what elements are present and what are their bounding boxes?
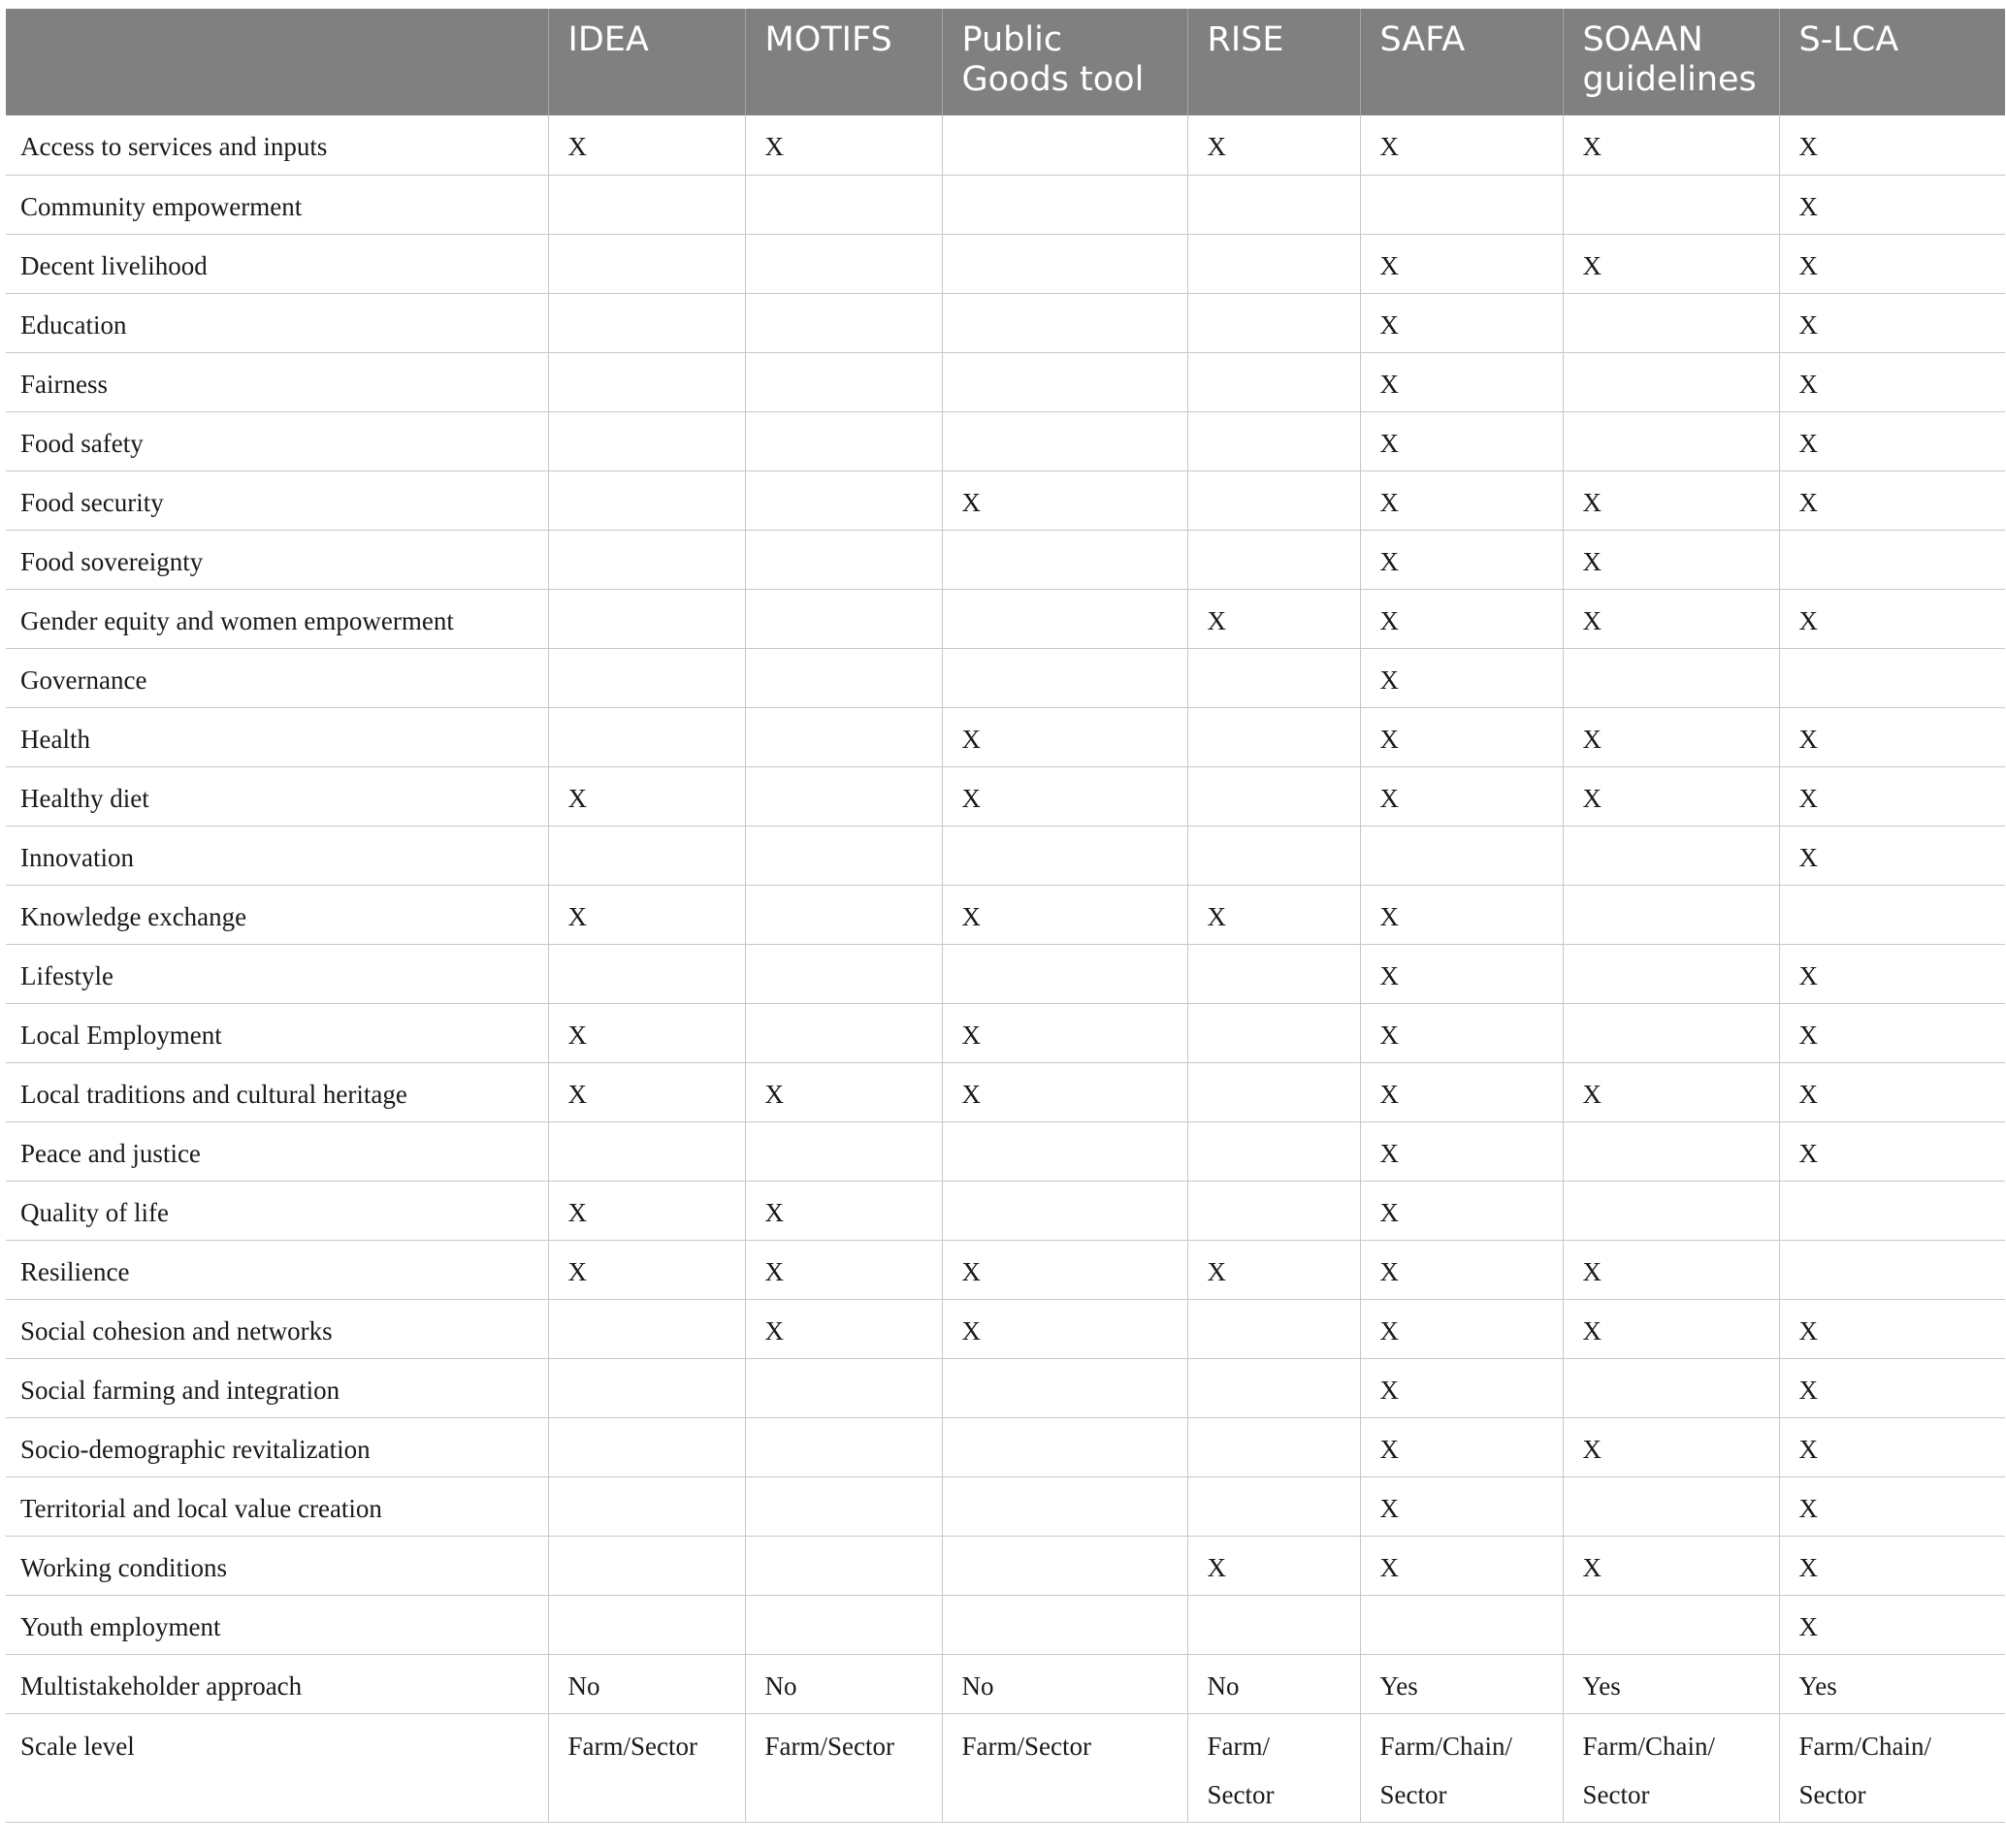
- table-cell: No: [548, 1654, 745, 1713]
- table-cell: X: [1187, 115, 1360, 175]
- table-cell: [942, 530, 1187, 589]
- table-cell: [548, 175, 745, 234]
- table-cell: [1187, 1595, 1360, 1654]
- table-cell: X: [548, 766, 745, 826]
- row-label: Innovation: [6, 826, 548, 885]
- table-cell: [1563, 648, 1779, 707]
- table-cell: [1779, 885, 2005, 944]
- table-cell: X: [745, 1181, 942, 1240]
- table-cell: X: [1563, 1299, 1779, 1358]
- table-cell: [1187, 1417, 1360, 1476]
- table-cell: [745, 1476, 942, 1536]
- table-cell: [548, 648, 745, 707]
- table-cell: X: [1563, 1062, 1779, 1121]
- row-label: Multistakeholder approach: [6, 1654, 548, 1713]
- header-cell: Public Goods tool: [942, 9, 1187, 115]
- table-cell: [548, 1358, 745, 1417]
- table-cell: X: [1187, 885, 1360, 944]
- table-cell: [1563, 1476, 1779, 1536]
- table-cell: X: [1779, 1003, 2005, 1062]
- table-cell: [745, 411, 942, 470]
- row-label: Peace and justice: [6, 1121, 548, 1181]
- table-cell: X: [1360, 589, 1563, 648]
- table-cell: X: [1360, 1299, 1563, 1358]
- table-row: [6, 1240, 2005, 1299]
- table-cell: [1563, 293, 1779, 352]
- table-cell: X: [942, 885, 1187, 944]
- table-cell: X: [942, 1062, 1187, 1121]
- header-row: [6, 9, 2005, 115]
- table-cell: X: [1360, 885, 1563, 944]
- table-row: [6, 766, 2005, 826]
- header-cell: SAFA: [1360, 9, 1563, 115]
- row-label: Quality of life: [6, 1181, 548, 1240]
- table-cell: [548, 707, 745, 766]
- table-cell: [1563, 1181, 1779, 1240]
- table-cell: [1187, 293, 1360, 352]
- header-cell: IDEA: [548, 9, 745, 115]
- table-cell: [745, 1536, 942, 1595]
- table-row: [6, 293, 2005, 352]
- table-cell: Farm/Chain/ Sector: [1563, 1713, 1779, 1822]
- table-cell: X: [1779, 1595, 2005, 1654]
- table-cell: X: [1187, 589, 1360, 648]
- table-cell: [1563, 826, 1779, 885]
- table-cell: [1563, 1121, 1779, 1181]
- row-label: Food safety: [6, 411, 548, 470]
- table-cell: No: [745, 1654, 942, 1713]
- table-cell: [1779, 530, 2005, 589]
- table-cell: X: [1360, 234, 1563, 293]
- table-cell: X: [1779, 707, 2005, 766]
- table-cell: [1563, 885, 1779, 944]
- table-cell: X: [1360, 411, 1563, 470]
- row-label: Access to services and inputs: [6, 115, 548, 175]
- table-cell: X: [1779, 115, 2005, 175]
- table-cell: X: [1563, 115, 1779, 175]
- table-body: [6, 115, 2005, 1822]
- table-cell: Farm/Sector: [745, 1713, 942, 1822]
- table-cell: [1563, 411, 1779, 470]
- table-cell: X: [1779, 411, 2005, 470]
- table-cell: [942, 293, 1187, 352]
- table-cell: X: [1360, 530, 1563, 589]
- table-row: [6, 115, 2005, 175]
- table-cell: X: [942, 1299, 1187, 1358]
- table-cell: [942, 234, 1187, 293]
- table-cell: X: [1779, 944, 2005, 1003]
- table-cell: [1187, 766, 1360, 826]
- table-cell: X: [1779, 234, 2005, 293]
- row-label: Food sovereignty: [6, 530, 548, 589]
- table-cell: [745, 766, 942, 826]
- table-cell: [745, 175, 942, 234]
- table-row: [6, 589, 2005, 648]
- table-cell: X: [745, 1062, 942, 1121]
- table-cell: X: [1360, 1003, 1563, 1062]
- table-cell: X: [1360, 1121, 1563, 1181]
- table-cell: X: [1779, 1536, 2005, 1595]
- table-cell: X: [1187, 1536, 1360, 1595]
- table-cell: X: [1779, 1121, 2005, 1181]
- table-cell: [548, 1595, 745, 1654]
- table-cell: [548, 944, 745, 1003]
- table-cell: [548, 1417, 745, 1476]
- table-cell: [548, 293, 745, 352]
- row-label: Governance: [6, 648, 548, 707]
- table-cell: [1187, 470, 1360, 530]
- header-cell: MOTIFS: [745, 9, 942, 115]
- table-row: [6, 175, 2005, 234]
- table-cell: X: [1360, 293, 1563, 352]
- row-label: Food security: [6, 470, 548, 530]
- table-cell: [942, 1417, 1187, 1476]
- table-cell: [942, 1536, 1187, 1595]
- table-cell: X: [1360, 1181, 1563, 1240]
- table-cell: [548, 530, 745, 589]
- table-cell: Farm/ Sector: [1187, 1713, 1360, 1822]
- table-cell: [942, 1476, 1187, 1536]
- table-cell: Farm/Sector: [942, 1713, 1187, 1822]
- table-cell: [942, 352, 1187, 411]
- header-cell-empty: [6, 9, 548, 115]
- table-cell: X: [1360, 944, 1563, 1003]
- header-cell: S-LCA: [1779, 9, 2005, 115]
- table-cell: Farm/Chain/ Sector: [1779, 1713, 2005, 1822]
- table-cell: X: [1563, 589, 1779, 648]
- table-cell: [1187, 707, 1360, 766]
- row-label: Health: [6, 707, 548, 766]
- table-cell: [1779, 1240, 2005, 1299]
- table-cell: X: [548, 885, 745, 944]
- table-row: [6, 707, 2005, 766]
- table-cell: [1187, 944, 1360, 1003]
- table-cell: X: [548, 1240, 745, 1299]
- table-cell: [942, 648, 1187, 707]
- table-cell: No: [1187, 1654, 1360, 1713]
- table-cell: [1187, 1062, 1360, 1121]
- row-label: Local Employment: [6, 1003, 548, 1062]
- table-cell: [745, 1003, 942, 1062]
- table-cell: X: [1360, 648, 1563, 707]
- row-label: Lifestyle: [6, 944, 548, 1003]
- table-cell: X: [1563, 530, 1779, 589]
- table-row: [6, 234, 2005, 293]
- table-row: [6, 530, 2005, 589]
- table-cell: [548, 470, 745, 530]
- table-cell: X: [1187, 1240, 1360, 1299]
- header-cell: RISE: [1187, 9, 1360, 115]
- table-cell: [1360, 175, 1563, 234]
- table-cell: [1563, 352, 1779, 411]
- table-cell: [745, 1595, 942, 1654]
- table-cell: X: [942, 766, 1187, 826]
- table-cell: [942, 826, 1187, 885]
- table-row: [6, 944, 2005, 1003]
- table-cell: [1360, 1595, 1563, 1654]
- row-label: Socio-demographic revitalization: [6, 1417, 548, 1476]
- table-cell: No: [942, 1654, 1187, 1713]
- table-cell: X: [1360, 352, 1563, 411]
- row-label: Social cohesion and networks: [6, 1299, 548, 1358]
- table-cell: [1187, 411, 1360, 470]
- table-cell: [1563, 1595, 1779, 1654]
- table-cell: [1779, 1181, 2005, 1240]
- table-cell: [942, 115, 1187, 175]
- table-cell: X: [745, 1240, 942, 1299]
- row-label: Local traditions and cultural heritage: [6, 1062, 548, 1121]
- table-cell: [745, 648, 942, 707]
- table-cell: [1563, 175, 1779, 234]
- table-cell: X: [1779, 1062, 2005, 1121]
- table-cell: [745, 885, 942, 944]
- table-row: [6, 1713, 2005, 1822]
- table-cell: X: [1563, 234, 1779, 293]
- table-cell: [745, 826, 942, 885]
- table-cell: X: [1360, 1536, 1563, 1595]
- table-cell: [745, 1417, 942, 1476]
- table-cell: X: [1563, 707, 1779, 766]
- table-cell: Yes: [1779, 1654, 2005, 1713]
- table-cell: X: [942, 1003, 1187, 1062]
- table-cell: [1779, 648, 2005, 707]
- table-cell: X: [1360, 707, 1563, 766]
- table-cell: [1187, 1476, 1360, 1536]
- table-cell: [1187, 1358, 1360, 1417]
- table-cell: X: [1779, 293, 2005, 352]
- row-label: Scale level: [6, 1713, 548, 1822]
- table-cell: [942, 1595, 1187, 1654]
- table-cell: [1187, 1003, 1360, 1062]
- table-cell: [1187, 234, 1360, 293]
- table-row: [6, 1595, 2005, 1654]
- table-cell: [745, 707, 942, 766]
- comparison-table-container: [6, 9, 2005, 1823]
- table-cell: X: [1360, 766, 1563, 826]
- table-cell: [745, 589, 942, 648]
- table-cell: [1187, 175, 1360, 234]
- table-cell: [745, 530, 942, 589]
- row-label: Decent livelihood: [6, 234, 548, 293]
- table-row: [6, 826, 2005, 885]
- table-cell: [548, 1536, 745, 1595]
- comparison-table: [6, 9, 2005, 1823]
- table-cell: [942, 1121, 1187, 1181]
- row-label: Youth employment: [6, 1595, 548, 1654]
- table-cell: Farm/Chain/ Sector: [1360, 1713, 1563, 1822]
- table-cell: X: [942, 1240, 1187, 1299]
- table-cell: [942, 175, 1187, 234]
- table-cell: [942, 411, 1187, 470]
- table-cell: [1187, 648, 1360, 707]
- table-cell: X: [1779, 1299, 2005, 1358]
- table-cell: X: [1563, 766, 1779, 826]
- table-cell: X: [1360, 115, 1563, 175]
- table-cell: X: [1779, 826, 2005, 885]
- table-cell: [548, 589, 745, 648]
- table-cell: [942, 944, 1187, 1003]
- table-row: [6, 1654, 2005, 1713]
- table-cell: [548, 1476, 745, 1536]
- table-row: [6, 648, 2005, 707]
- table-cell: X: [548, 1062, 745, 1121]
- table-cell: [1187, 530, 1360, 589]
- table-row: [6, 1417, 2005, 1476]
- table-row: [6, 1476, 2005, 1536]
- table-cell: X: [548, 115, 745, 175]
- table-cell: [1360, 826, 1563, 885]
- table-cell: [745, 1121, 942, 1181]
- table-cell: [745, 234, 942, 293]
- table-cell: X: [1779, 589, 2005, 648]
- table-row: [6, 1358, 2005, 1417]
- table-cell: Yes: [1360, 1654, 1563, 1713]
- table-cell: X: [1563, 1417, 1779, 1476]
- table-cell: X: [1360, 1062, 1563, 1121]
- table-cell: X: [1563, 1240, 1779, 1299]
- table-cell: [745, 352, 942, 411]
- row-label: Working conditions: [6, 1536, 548, 1595]
- row-label: Community empowerment: [6, 175, 548, 234]
- table-row: [6, 885, 2005, 944]
- table-row: [6, 1003, 2005, 1062]
- table-cell: X: [548, 1181, 745, 1240]
- table-cell: X: [1779, 175, 2005, 234]
- table-cell: X: [1779, 1476, 2005, 1536]
- table-cell: Yes: [1563, 1654, 1779, 1713]
- table-row: [6, 1062, 2005, 1121]
- table-cell: X: [1360, 1358, 1563, 1417]
- table-cell: X: [1779, 352, 2005, 411]
- table-cell: [548, 826, 745, 885]
- table-cell: X: [942, 470, 1187, 530]
- table-cell: [745, 470, 942, 530]
- table-cell: X: [548, 1003, 745, 1062]
- table-cell: [1563, 1358, 1779, 1417]
- table-cell: X: [1360, 470, 1563, 530]
- row-label: Education: [6, 293, 548, 352]
- table-row: [6, 1299, 2005, 1358]
- table-cell: Farm/Sector: [548, 1713, 745, 1822]
- table-cell: X: [745, 1299, 942, 1358]
- table-cell: X: [942, 707, 1187, 766]
- row-label: Gender equity and women empowerment: [6, 589, 548, 648]
- table-cell: [1187, 1299, 1360, 1358]
- table-row: [6, 1536, 2005, 1595]
- table-header: [6, 9, 2005, 115]
- table-cell: X: [1360, 1240, 1563, 1299]
- table-row: [6, 1181, 2005, 1240]
- table-cell: X: [1779, 766, 2005, 826]
- row-label: Resilience: [6, 1240, 548, 1299]
- table-cell: [745, 293, 942, 352]
- table-cell: [548, 1299, 745, 1358]
- table-row: [6, 352, 2005, 411]
- table-cell: X: [1779, 1417, 2005, 1476]
- table-cell: [745, 944, 942, 1003]
- row-label: Knowledge exchange: [6, 885, 548, 944]
- table-cell: X: [1360, 1476, 1563, 1536]
- table-cell: [942, 1181, 1187, 1240]
- table-cell: [1563, 944, 1779, 1003]
- table-cell: [1187, 1181, 1360, 1240]
- table-cell: X: [745, 115, 942, 175]
- table-cell: X: [1563, 470, 1779, 530]
- row-label: Healthy diet: [6, 766, 548, 826]
- row-label: Fairness: [6, 352, 548, 411]
- table-row: [6, 1121, 2005, 1181]
- table-row: [6, 470, 2005, 530]
- table-cell: X: [1779, 1358, 2005, 1417]
- table-cell: [1187, 352, 1360, 411]
- table-cell: [548, 234, 745, 293]
- header-cell: SOAAN guidelines: [1563, 9, 1779, 115]
- table-row: [6, 411, 2005, 470]
- table-cell: [942, 1358, 1187, 1417]
- table-cell: [745, 1358, 942, 1417]
- table-cell: [548, 1121, 745, 1181]
- table-cell: [942, 589, 1187, 648]
- table-cell: [1187, 1121, 1360, 1181]
- table-cell: X: [1563, 1536, 1779, 1595]
- table-cell: [548, 411, 745, 470]
- row-label: Social farming and integration: [6, 1358, 548, 1417]
- table-cell: X: [1779, 470, 2005, 530]
- table-cell: [1187, 826, 1360, 885]
- table-cell: [548, 352, 745, 411]
- row-label: Territorial and local value creation: [6, 1476, 548, 1536]
- table-cell: [1563, 1003, 1779, 1062]
- table-cell: X: [1360, 1417, 1563, 1476]
